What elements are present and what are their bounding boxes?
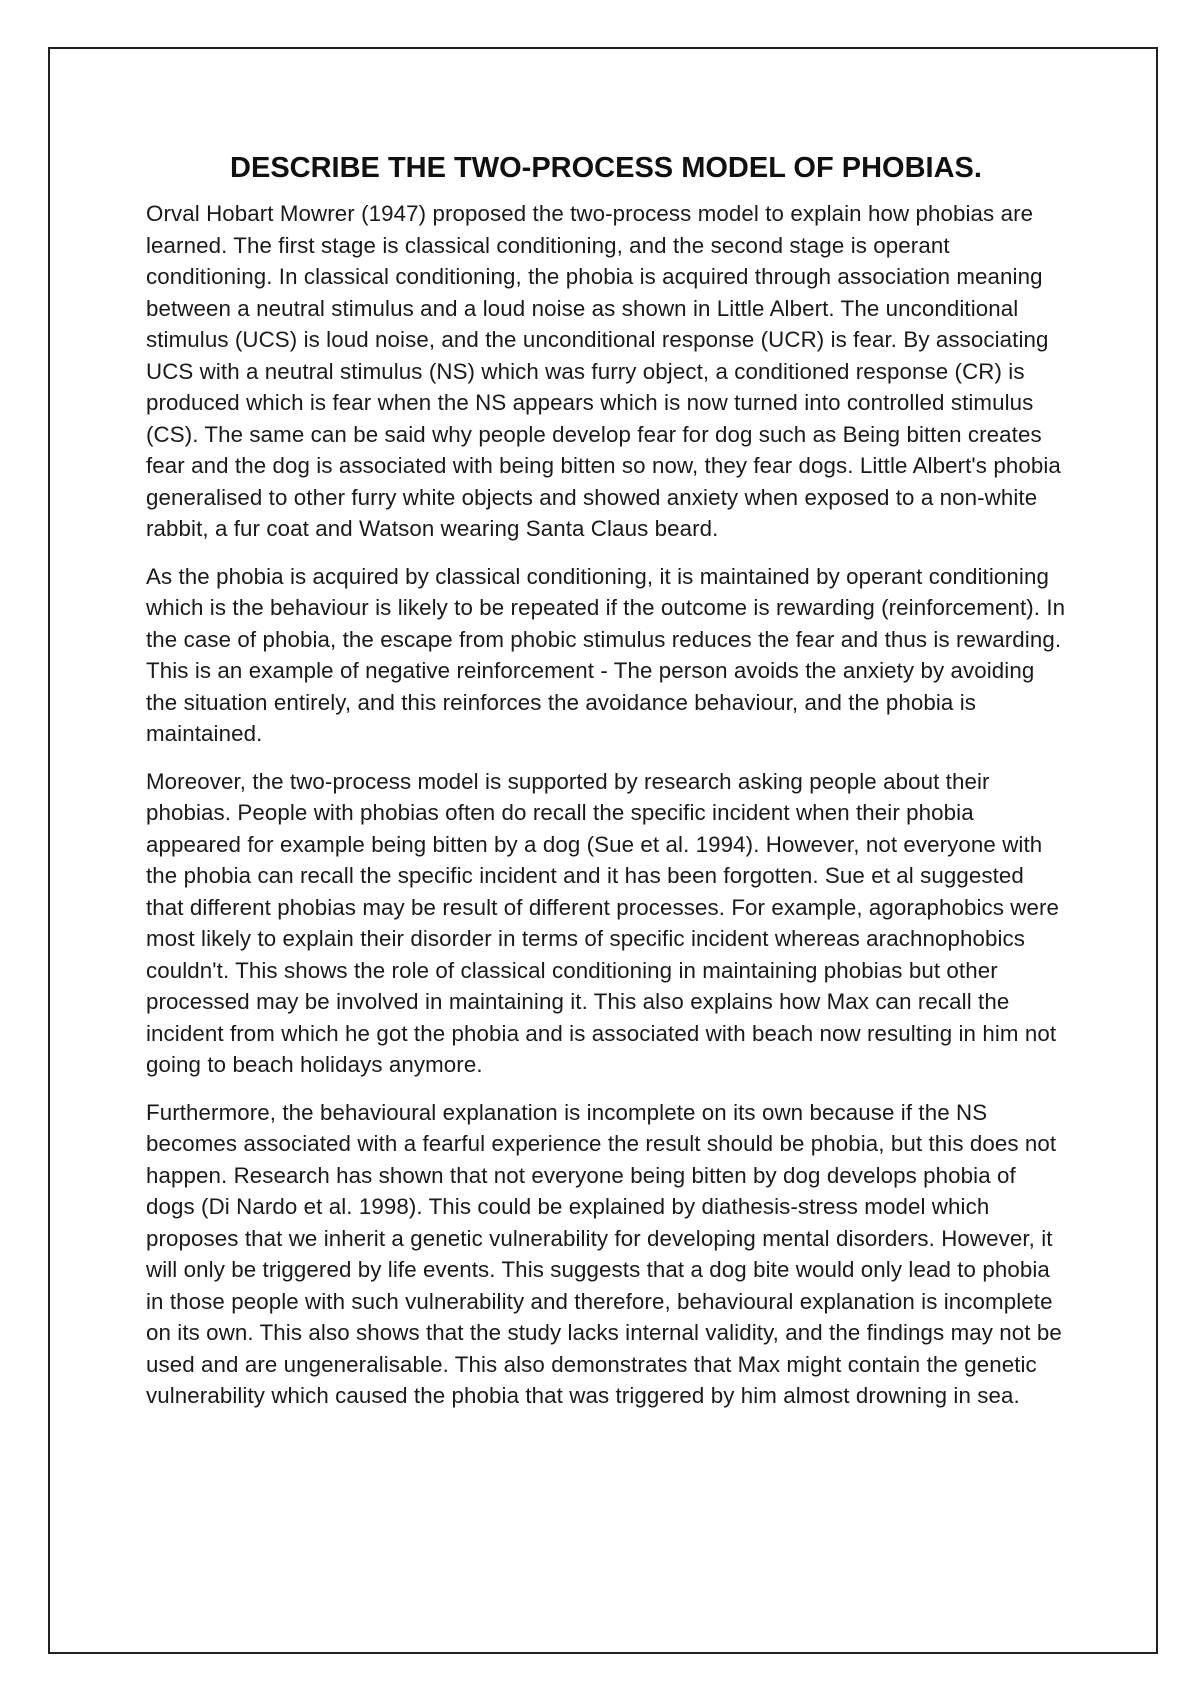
document-title: DESCRIBE THE TWO-PROCESS MODEL OF PHOBIAS.	[230, 152, 982, 184]
paragraph-limitations: Furthermore, the behavioural explanation is incomplete on its own because if the NS becomes associated with a fearful experience the result should be phobia, but this does not happen. Research has shown that not everyone being bitten by dog develops phobia of dogs (Di Nardo et al. 1998). This could be explained by diathesis-stress model which proposes that we inherit a genetic vulnerability for developing mental disorders. However, it will only be triggered by life events. This suggests that a dog bite would only lead to phobia in those people with such vulnerability and therefore, behavioural explanation is incomplete on its own. This also shows that the study lacks internal validity, and the findings may not be used and are ungeneralisable. This also demonstrates that Max might contain the genetic vulnerability which caused the phobia that was triggered by him almost drowning in sea.	[146, 1099, 1062, 1408]
document-body	[146, 148, 1066, 1428]
paragraph-intro: Orval Hobart Mowrer (1947) proposed the two-process model to explain how phobias are learned. The first stage is classical conditioning, and the second stage is operant conditioning. In classical conditioning, the phobia is acquired through association meaning between a neutral stimulus and a loud noise as shown in Little Albert. The unconditional stimulus (UCS) is loud noise, and the unconditional response (UCR) is fear. By associating UCS with a neutral stimulus (NS) which was furry object, a conditioned response (CR) is produced which is fear when the NS appears which is now turned into controlled stimulus (CS). The same can be said why people develop fear for dog such as Being bitten creates fear and the dog is associated with being bitten so now, they fear dogs. Little Albert's phobia generalised to other furry white objects and showed anxiety when exposed to a non-white rabbit, a fur coat and Watson wearing Santa Claus beard.	[146, 201, 1061, 541]
paragraph-operant-conditioning: As the phobia is acquired by classical conditioning, it is maintained by operant conditioning which is the behaviour is likely to be repeated if the outcome is rewarding (reinforcement). In the case of phobia, the escape from phobic stimulus reduces the fear and thus is rewarding. This is an example of negative reinforcement - The person avoids the anxiety by avoiding the situation entirely, and this reinforces the avoidance behaviour, and the phobia is maintained.	[146, 563, 1066, 746]
paragraph-research-support: Moreover, the two-process model is supported by research asking people about their phobias. People with phobias often do recall the specific incident when their phobia appeared for example being bitten by a dog (Sue et al. 1994). However, not everyone with the phobia can recall the specific incident and it has been forgotten. Sue et al suggested that different phobias may be result of different processes. For example, agoraphobics were most likely to explain their disorder in terms of specific incident whereas arachnophobics couldn't. This shows the role of classical conditioning in maintaining phobias but other processed may be involved in maintaining it. This also explains how Max can recall the incident from which he got the phobia and is associated with beach now resulting in him not going to beach holidays anymore.	[146, 768, 1060, 1077]
